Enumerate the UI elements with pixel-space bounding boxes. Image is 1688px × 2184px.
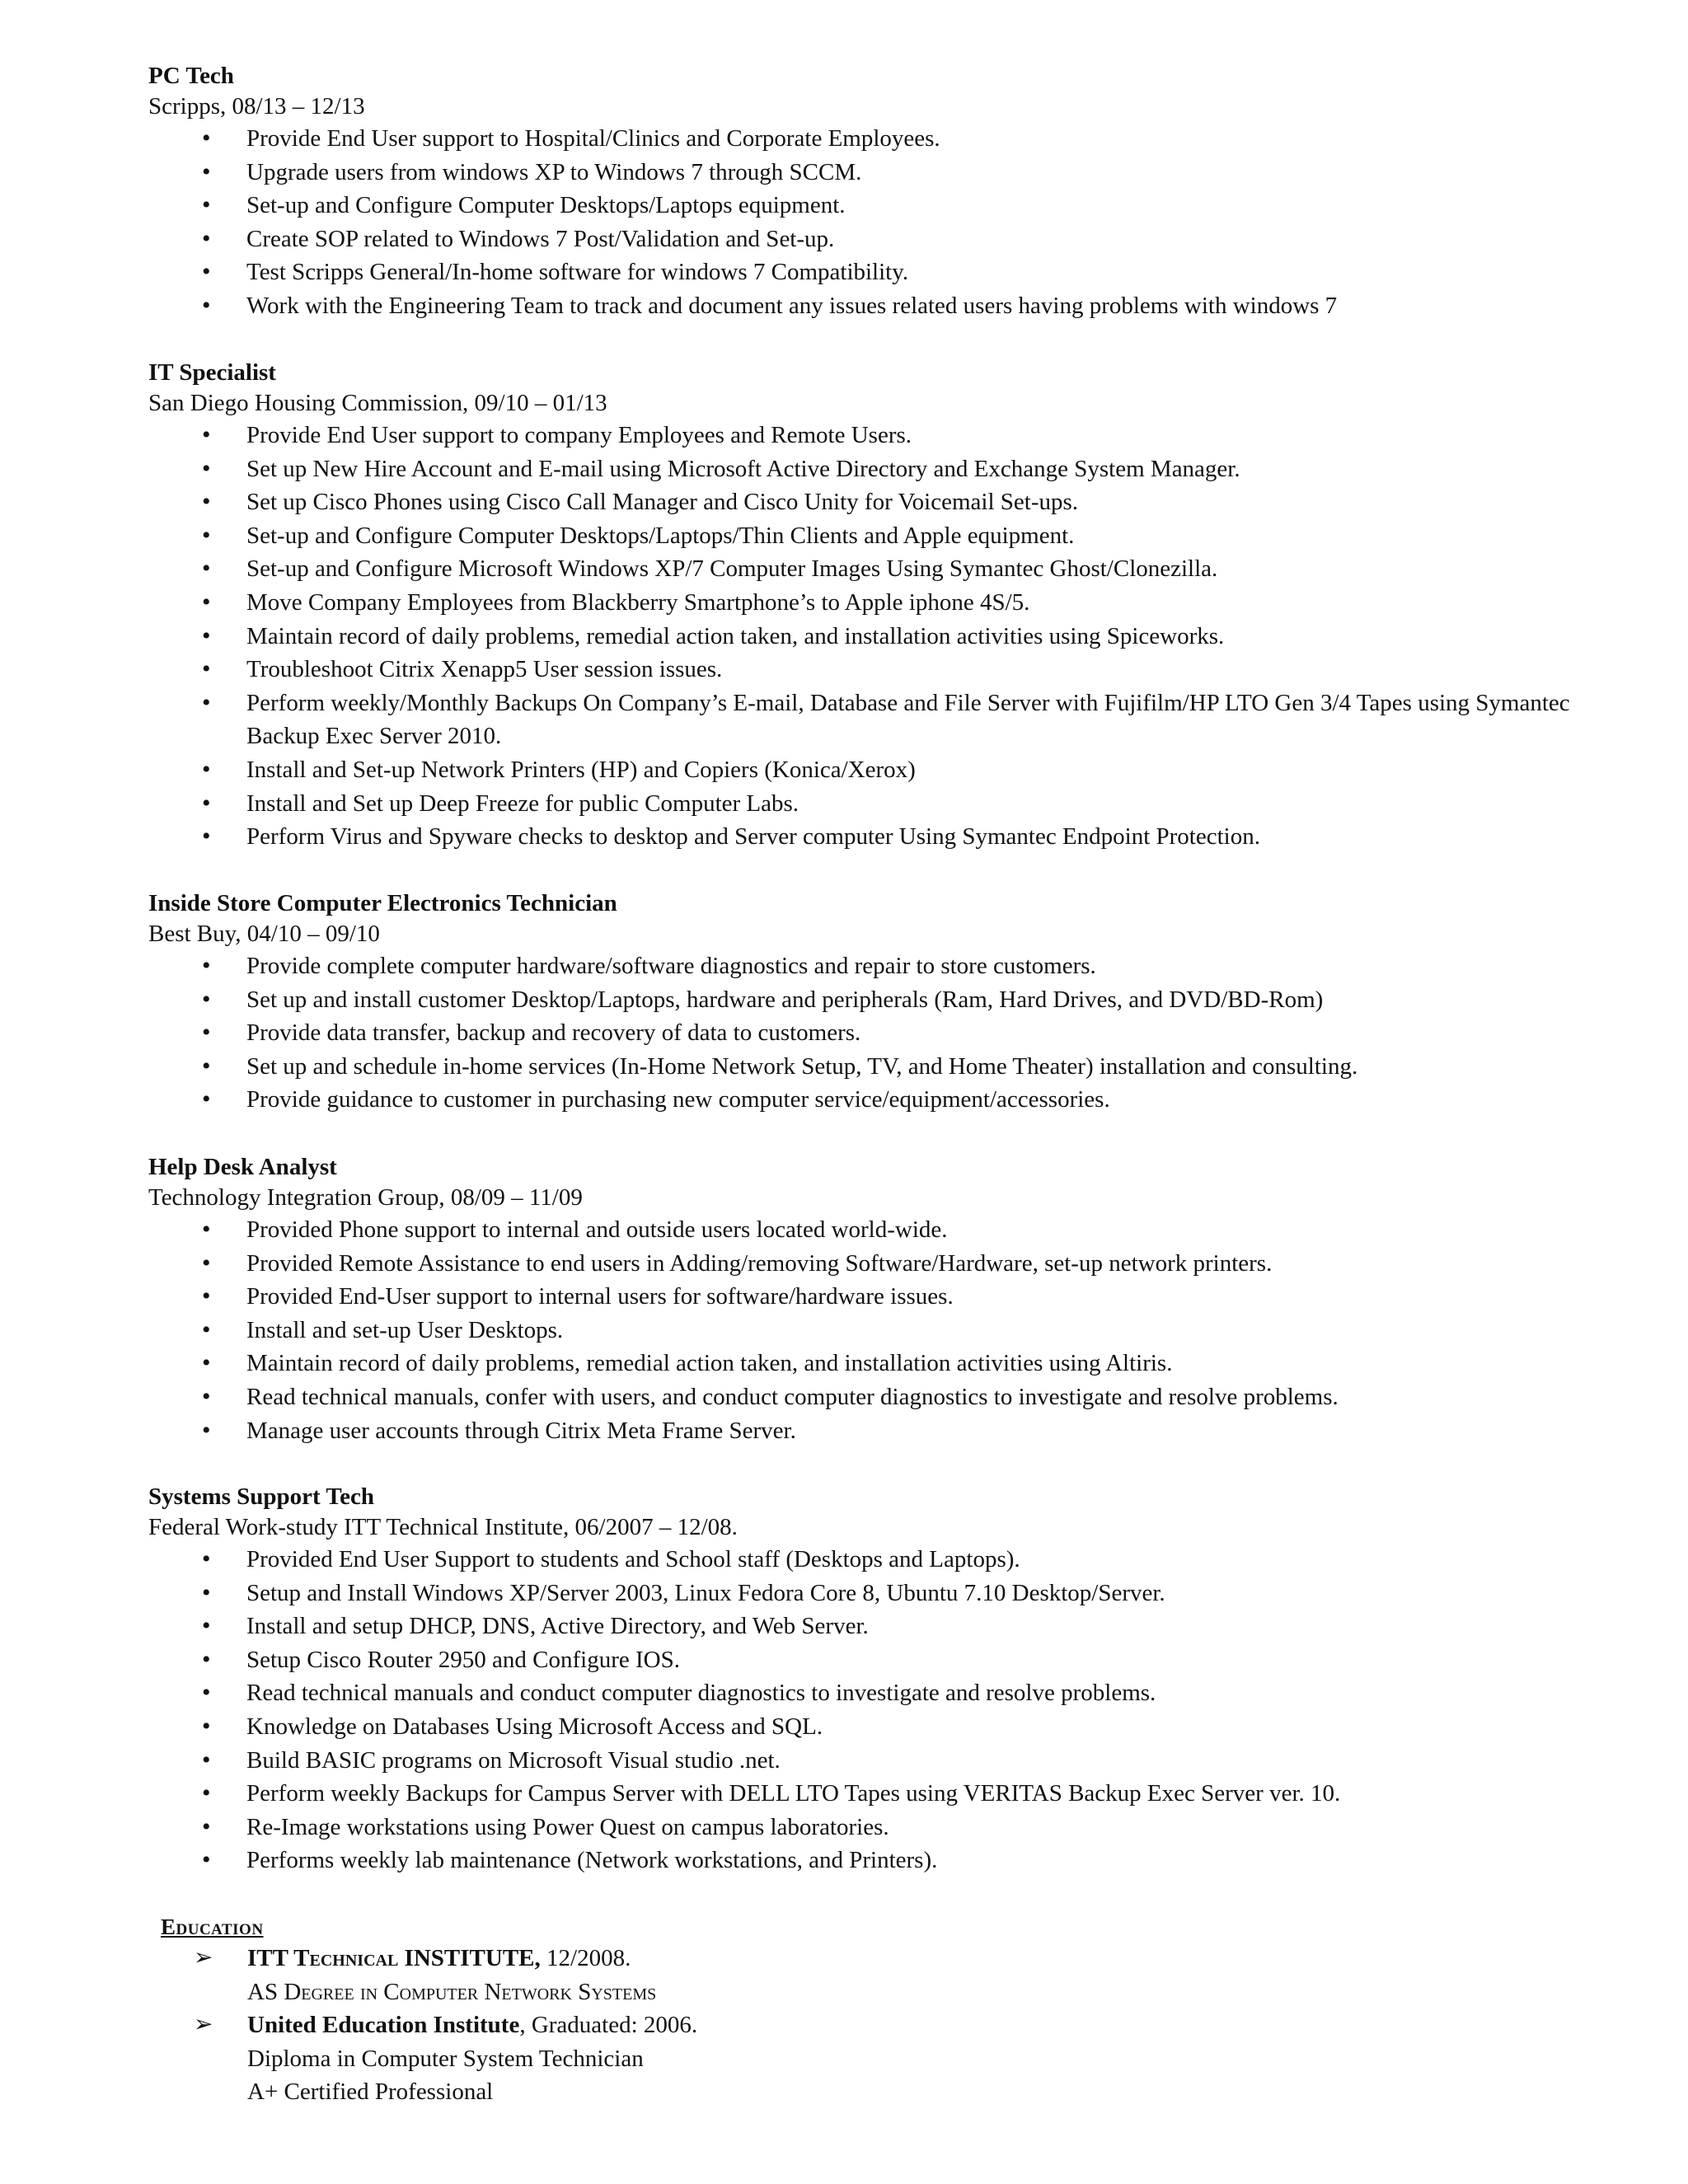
job-bullet: • Troubleshoot Citrix Xenapp5 User session issues. <box>148 653 1648 687</box>
job-bullet: • Provide End User support to company Employees and Remote Users. <box>148 419 1648 452</box>
job-bullet: • Setup and Install Windows XP/Server 2003, Linux Fedora Core 8, Ubuntu 7.10 Desktop/Server. <box>148 1577 1648 1610</box>
job-company-dates: Scripps, 08/13 – 12/13 <box>148 93 365 120</box>
job-bullet: • Install and setup DHCP, DNS, Active Directory, and Web Server. <box>148 1610 1648 1643</box>
job-bullet: • Provided Phone support to internal and outside users located world-wide. <box>148 1213 1648 1247</box>
job-bullet: • Setup Cisco Router 2950 and Configure IOS. <box>148 1643 1648 1677</box>
education-school: United Education Institute <box>247 2012 520 2038</box>
job-bullet-list <box>148 122 1648 323</box>
job-bullet: • Work with the Engineering Team to track and document any issues related users having problems with windows 7 <box>148 289 1648 323</box>
job-bullet: • Build BASIC programs on Microsoft Visual studio .net. <box>148 1744 1648 1778</box>
job-bullet-list <box>148 1213 1648 1447</box>
job-bullet: • Move Company Employees from Blackberry Smartphone’s to Apple iphone 4S/5. <box>148 586 1648 620</box>
job-company-dates: San Diego Housing Commission, 09/10 – 01/13 <box>148 390 607 416</box>
job-bullet-list <box>148 419 1648 854</box>
job-title: Inside Store Computer Electronics Technician <box>148 890 617 916</box>
job-section-electronics-technician <box>148 888 1648 1117</box>
education-section <box>161 1912 1562 2109</box>
job-bullet: • Test Scripps General/In-home software for windows 7 Compatibility. <box>148 255 1648 289</box>
job-title: PC Tech <box>148 63 234 89</box>
job-section-it-specialist <box>148 358 1648 854</box>
job-bullet: • Provided Remote Assistance to end users in Adding/removing Software/Hardware, set-up network printers. <box>148 1247 1648 1281</box>
job-bullet: • Provide guidance to customer in purchasing new computer service/equipment/accessories. <box>148 1083 1648 1117</box>
job-bullet: • Read technical manuals, confer with users, and conduct computer diagnostics to investigate and resolve problems. <box>148 1380 1648 1414</box>
job-bullet: • Provided End User Support to students and School staff (Desktops and Laptops). <box>148 1543 1648 1577</box>
arrow-bullet-icon: ➢ <box>194 1945 213 1971</box>
job-bullet: • Install and Set-up Network Printers (HP) and Copiers (Konica/Xerox) <box>148 753 1648 787</box>
job-bullet: • Read technical manuals and conduct computer diagnostics to investigate and resolve problems. <box>148 1676 1648 1710</box>
job-bullet: • Maintain record of daily problems, remedial action taken, and installation activities using Altiris. <box>148 1347 1648 1380</box>
job-bullet: • Performs weekly lab maintenance (Network workstations, and Printers). <box>148 1844 1648 1877</box>
education-item <box>161 1942 1562 2008</box>
job-bullet: • Create SOP related to Windows 7 Post/Validation and Set-up. <box>148 223 1648 256</box>
job-title: IT Specialist <box>148 359 276 386</box>
job-bullet: • Maintain record of daily problems, remedial action taken, and installation activities using Spiceworks. <box>148 620 1648 654</box>
job-title: Systems Support Tech <box>148 1483 374 1510</box>
education-item <box>161 2008 1562 2109</box>
job-bullet: • Manage user accounts through Citrix Meta Frame Server. <box>148 1414 1648 1448</box>
job-bullet: • Perform weekly/Monthly Backups On Company’s E-mail, Database and File Server with Fujifilm/HP LTO Gen 3/4 Tapes using Symantec Backup Exec Server 2010. <box>148 687 1648 753</box>
education-detail: AS Degree in Computer Network Systems <box>247 1978 657 2005</box>
job-company-dates: Federal Work-study ITT Technical Institute, 06/2007 – 12/08. <box>148 1514 738 1540</box>
job-bullet: • Perform Virus and Spyware checks to desktop and Server computer Using Symantec Endpoint Protection. <box>148 820 1648 854</box>
job-bullet: • Provided End-User support to internal users for software/hardware issues. <box>148 1280 1648 1314</box>
job-bullet: • Set-up and Configure Computer Desktops/Laptops/Thin Clients and Apple equipment. <box>148 519 1648 553</box>
education-date: , Graduated: 2006. <box>519 2012 698 2038</box>
education-school: ITT Technical INSTITUTE, <box>247 1945 541 1971</box>
job-bullet: • Provide complete computer hardware/software diagnostics and repair to store customers. <box>148 949 1648 983</box>
job-bullet: • Upgrade users from windows XP to Windows 7 through SCCM. <box>148 156 1648 190</box>
job-section-systems-support-tech <box>148 1482 1648 1877</box>
job-bullet-list <box>148 1543 1648 1877</box>
arrow-bullet-icon: ➢ <box>194 2012 213 2037</box>
job-bullet: • Install and set-up User Desktops. <box>148 1314 1648 1347</box>
job-bullet: • Set up and schedule in-home services (In-Home Network Setup, TV, and Home Theater) installation and consulting. <box>148 1050 1648 1084</box>
job-bullet: • Install and Set up Deep Freeze for public Computer Labs. <box>148 787 1648 821</box>
job-bullet: • Provide data transfer, backup and recovery of data to customers. <box>148 1016 1648 1050</box>
job-bullet: • Set up Cisco Phones using Cisco Call Manager and Cisco Unity for Voicemail Set-ups. <box>148 485 1648 519</box>
job-section-pc-tech <box>148 61 1648 323</box>
job-company-dates: Technology Integration Group, 08/09 – 11/09 <box>148 1184 583 1211</box>
job-company-dates: Best Buy, 04/10 – 09/10 <box>148 921 380 947</box>
education-detail: A+ Certified Professional <box>247 2079 494 2105</box>
education-date: 12/2008. <box>546 1945 631 1971</box>
job-bullet: • Set-up and Configure Computer Desktops/Laptops equipment. <box>148 189 1648 223</box>
job-bullet: • Provide End User support to Hospital/Clinics and Corporate Employees. <box>148 122 1648 156</box>
job-section-help-desk-analyst <box>148 1152 1648 1447</box>
job-bullet: • Set up New Hire Account and E-mail using Microsoft Active Directory and Exchange System Manager. <box>148 452 1648 486</box>
job-title: Help Desk Analyst <box>148 1154 337 1180</box>
job-bullet: • Re-Image workstations using Power Quest on campus laboratories. <box>148 1811 1648 1844</box>
job-bullet: • Knowledge on Databases Using Microsoft Access and SQL. <box>148 1710 1648 1744</box>
education-detail: Diploma in Computer System Technician <box>247 2045 644 2072</box>
job-bullet: • Set-up and Configure Microsoft Windows XP/7 Computer Images Using Symantec Ghost/Clonezilla. <box>148 552 1648 586</box>
education-heading: Education <box>161 1915 264 1939</box>
job-bullet: • Set up and install customer Desktop/Laptops, hardware and peripherals (Ram, Hard Drives, and DVD/BD-Rom) <box>148 983 1648 1017</box>
job-bullet-list <box>148 949 1648 1117</box>
job-bullet: • Perform weekly Backups for Campus Server with DELL LTO Tapes using VERITAS Backup Exec Server ver. 10. <box>148 1777 1648 1811</box>
